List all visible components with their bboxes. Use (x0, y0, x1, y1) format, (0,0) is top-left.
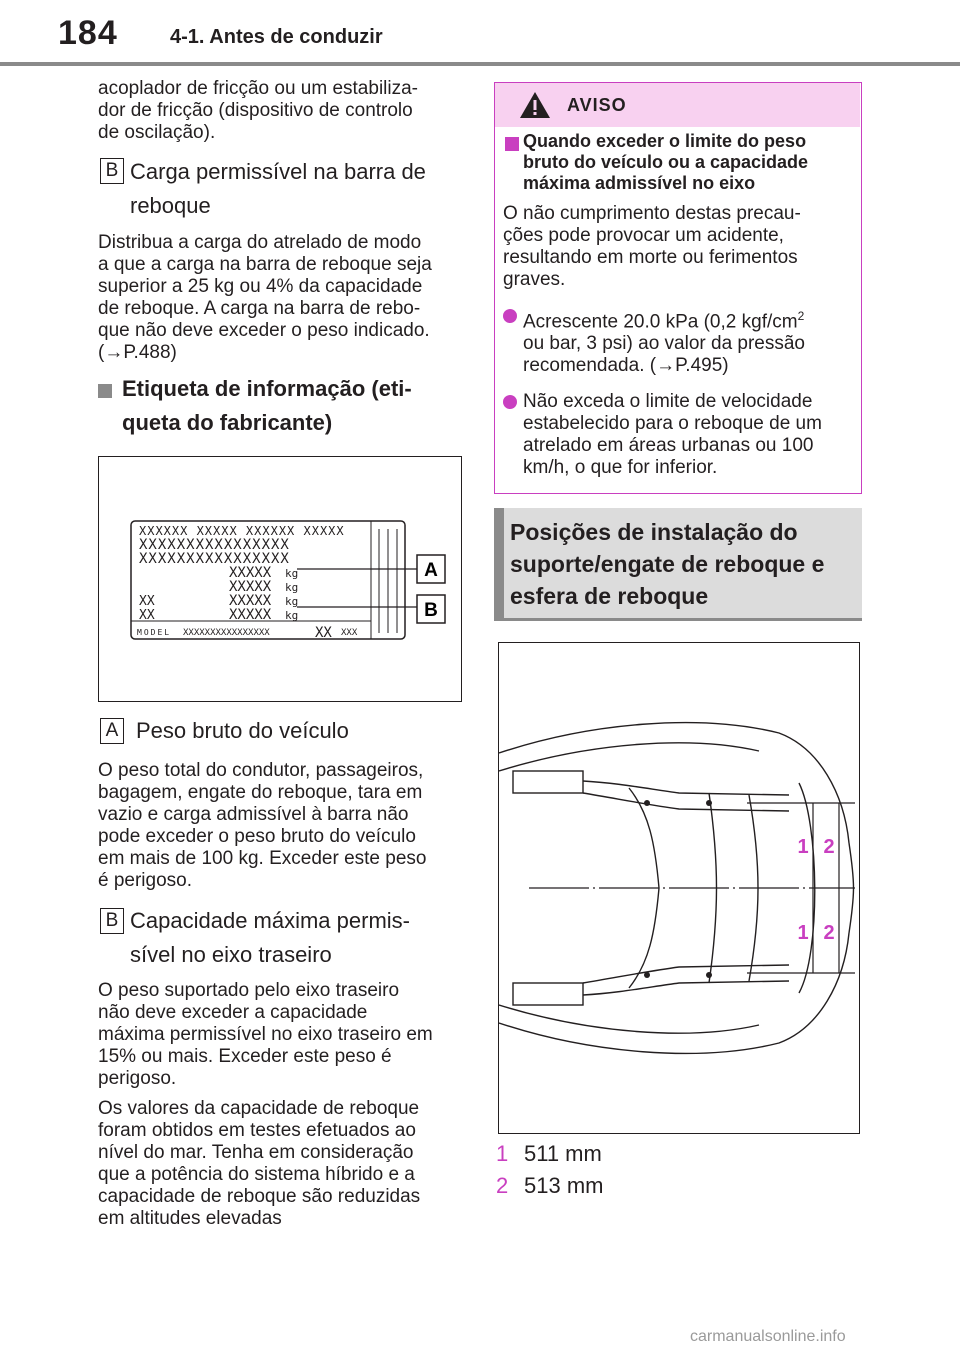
heading-line: reboque (130, 193, 211, 218)
b-heading (130, 155, 460, 223)
text-line: não deve exceder a capacidade (98, 1002, 368, 1023)
legend-number: 1 (496, 1141, 509, 1166)
dimension-legend (496, 1138, 603, 1202)
legend-number: 2 (496, 1173, 509, 1198)
aviso-bullet-1 (523, 305, 853, 377)
dim-label-1: 1 (797, 836, 809, 858)
intro-paragraph (98, 78, 458, 144)
label-kg-row: XXXXX (229, 579, 272, 595)
callout-a: A (424, 560, 438, 581)
text-line: nível do mar. Tenha em consideração (98, 1142, 414, 1163)
aviso-title: AVISO (567, 95, 627, 115)
final-paragraph (98, 1098, 468, 1230)
watermark: carmanualsonline.info (690, 1328, 846, 1345)
heading-line: esfera de reboque (510, 583, 709, 609)
aviso-bold-heading (523, 131, 853, 194)
heading-line: Posições de instalação do (510, 519, 798, 545)
install-section-heading (494, 508, 862, 620)
legend-value: 513 mm (524, 1173, 604, 1198)
legend-value: 511 mm (524, 1141, 602, 1166)
text-line: ções pode provocar um acidente, (503, 225, 784, 246)
heading-underline (494, 618, 862, 621)
label-row3: XXXXXXXXXXXXXXXX (139, 551, 290, 567)
label-model-value: XXXXXXXXXXXXXXXX (183, 628, 270, 638)
text-line: a que a carga na barra de reboque seja (98, 254, 432, 275)
label-xx-left: XX (139, 608, 155, 623)
label-kg-unit: kg (285, 595, 299, 608)
text-line: bagagem, engate do reboque, tara em (98, 782, 423, 803)
callout-b: B (424, 600, 438, 621)
page-number: 184 (58, 14, 118, 52)
aviso-warning-text (503, 203, 853, 291)
text-line: superior a 25 kg ou 4% da capacidade (98, 276, 423, 297)
frame-rail-bottom-left (513, 983, 583, 1005)
label-vertical-text (379, 529, 397, 633)
text-line: Acrescente 20.0 kPa (0,2 kgf/cm (523, 311, 798, 333)
text-line: Os valores da capacidade de reboque (98, 1098, 420, 1119)
pink-dot-bullet (503, 395, 517, 414)
frame-rail-top (583, 781, 789, 795)
tow-hitch-diagram (498, 642, 860, 1134)
heading-line: bruto do veículo ou a capacidade (523, 152, 809, 172)
dim-label-1: 1 (797, 922, 809, 944)
etiqueta-heading (122, 372, 462, 440)
label-model-xx: XX (315, 625, 332, 641)
b2-paragraph (98, 980, 468, 1090)
text-line: estabelecido para o reboque de um (523, 413, 822, 434)
header-rule (0, 62, 960, 66)
label-row2: XXXXXXXXXXXXXXXX (139, 537, 290, 553)
text-line: ou bar, 3 psi) ao valor da pressão (523, 333, 806, 355)
dim-label-2: 2 (823, 922, 835, 944)
superscript: 2 (797, 309, 805, 323)
label-b2-box (100, 908, 124, 934)
label-figure (98, 456, 462, 702)
text-line: é perigoso. (98, 870, 193, 891)
a-heading: Peso bruto do veículo (136, 718, 349, 743)
vehicle-underbody-illustration (499, 643, 859, 1133)
dim-label-2: 2 (823, 836, 835, 858)
text-line: Não exceda o limite de velocidade (523, 391, 813, 412)
text-line: recomendada. (→P.495) (523, 355, 729, 377)
label-b: B (100, 158, 124, 184)
text-line: resultando em morte ou ferimentos (503, 247, 798, 268)
aviso-box (494, 82, 862, 494)
text-line: capacidade de reboque são reduzidas (98, 1186, 421, 1207)
heading-line: Etiqueta de informação (eti- (122, 376, 412, 401)
legend-item (496, 1138, 603, 1170)
gray-square-bullet (98, 384, 112, 403)
text-line: Distribua a carga do atrelado de modo (98, 232, 422, 253)
text-line: dor de fricção (dispositivo de controlo (98, 100, 413, 121)
a-paragraph (98, 760, 468, 892)
label-xx-left: XX (139, 594, 155, 609)
b-paragraph (98, 232, 468, 364)
text-line: foram obtidos em testes efetuados ao (98, 1120, 416, 1141)
text-line: perigoso. (98, 1068, 177, 1089)
frame-rail-top-lower (583, 793, 789, 811)
heading-line: sível no eixo traseiro (130, 942, 332, 967)
label-kg-unit: kg (285, 581, 299, 594)
pink-square-bullet (505, 137, 519, 156)
heading-line: queta do fabricante) (122, 410, 333, 435)
label-kg-unit: kg (285, 567, 299, 580)
label-b: B (100, 908, 124, 934)
body-outline-top (499, 723, 849, 843)
heading-line: máxima admissível no eixo (523, 173, 756, 193)
text-line: de oscilação). (98, 122, 216, 143)
text-line: O peso suportado pelo eixo traseiro (98, 980, 400, 1001)
text-line: O não cumprimento destas precau- (503, 203, 801, 224)
frame-rail-top-left (513, 771, 583, 793)
text-line: que a potência do sistema híbrido e a (98, 1164, 415, 1185)
label-model-xxx: XXX (341, 628, 358, 638)
text-line: de reboque. A carga na barra de rebo- (98, 298, 421, 319)
text-line: km/h, o que for inferior. (523, 457, 718, 478)
pink-dot-bullet (503, 309, 517, 328)
b2-heading (130, 904, 460, 972)
label-kg-unit: kg (285, 609, 299, 622)
heading-line: Carga permissível na barra de (130, 159, 426, 184)
text-line: acoplador de fricção ou um estabiliza- (98, 78, 419, 99)
text-line: pode exceder o peso bruto do veículo (98, 826, 416, 847)
mount-points (644, 800, 712, 978)
heading-line: suporte/engate de reboque e (510, 551, 825, 577)
label-kg-row: XXXXX (229, 565, 272, 581)
label-kg-row: XXXXX (229, 593, 272, 609)
warning-triangle-icon (519, 91, 551, 119)
body-outline-bottom (499, 933, 849, 1053)
text-line: vazio e carga admissível à barra não (98, 804, 409, 825)
aviso-bullet-2 (523, 391, 853, 479)
label-a: A (100, 718, 124, 744)
label-b-box (100, 158, 124, 184)
frame-rail-bottom-upper (583, 965, 789, 983)
text-line: (→P.488) (98, 342, 177, 363)
text-line: que não deve exceder o peso indicado. (98, 320, 430, 341)
frame-rail-bottom (583, 981, 789, 995)
text-line: graves. (503, 269, 566, 290)
label-row1: XXXXXX XXXXX XXXXXX XXXXX (139, 524, 345, 538)
body-inner-top (499, 743, 759, 771)
install-heading-text (510, 516, 860, 612)
label-a-box (100, 718, 124, 744)
label-model: MODEL (137, 628, 172, 637)
heading-line: Quando exceder o limite do peso (523, 131, 807, 151)
heading-accent-bar (494, 508, 504, 620)
text-line: em mais de 100 kg. Exceder este peso (98, 848, 427, 869)
heading-line: Capacidade máxima permis- (130, 908, 410, 933)
legend-item (496, 1170, 603, 1202)
body-inner-bottom (499, 1005, 759, 1033)
label-kg-row: XXXXX (229, 607, 272, 623)
section-title: 4-1. Antes de conduzir (170, 26, 383, 48)
manufacturer-label-illustration (99, 457, 461, 701)
text-line: atrelado em áreas urbanas ou 100 (523, 435, 814, 456)
text-line: em altitudes elevadas (98, 1208, 282, 1229)
text-line: 15% ou mais. Exceder este peso é (98, 1046, 392, 1067)
text-line: máxima permissível no eixo traseiro em (98, 1024, 433, 1045)
aviso-header (495, 83, 860, 127)
text-line: O peso total do condutor, passageiros, (98, 760, 424, 781)
